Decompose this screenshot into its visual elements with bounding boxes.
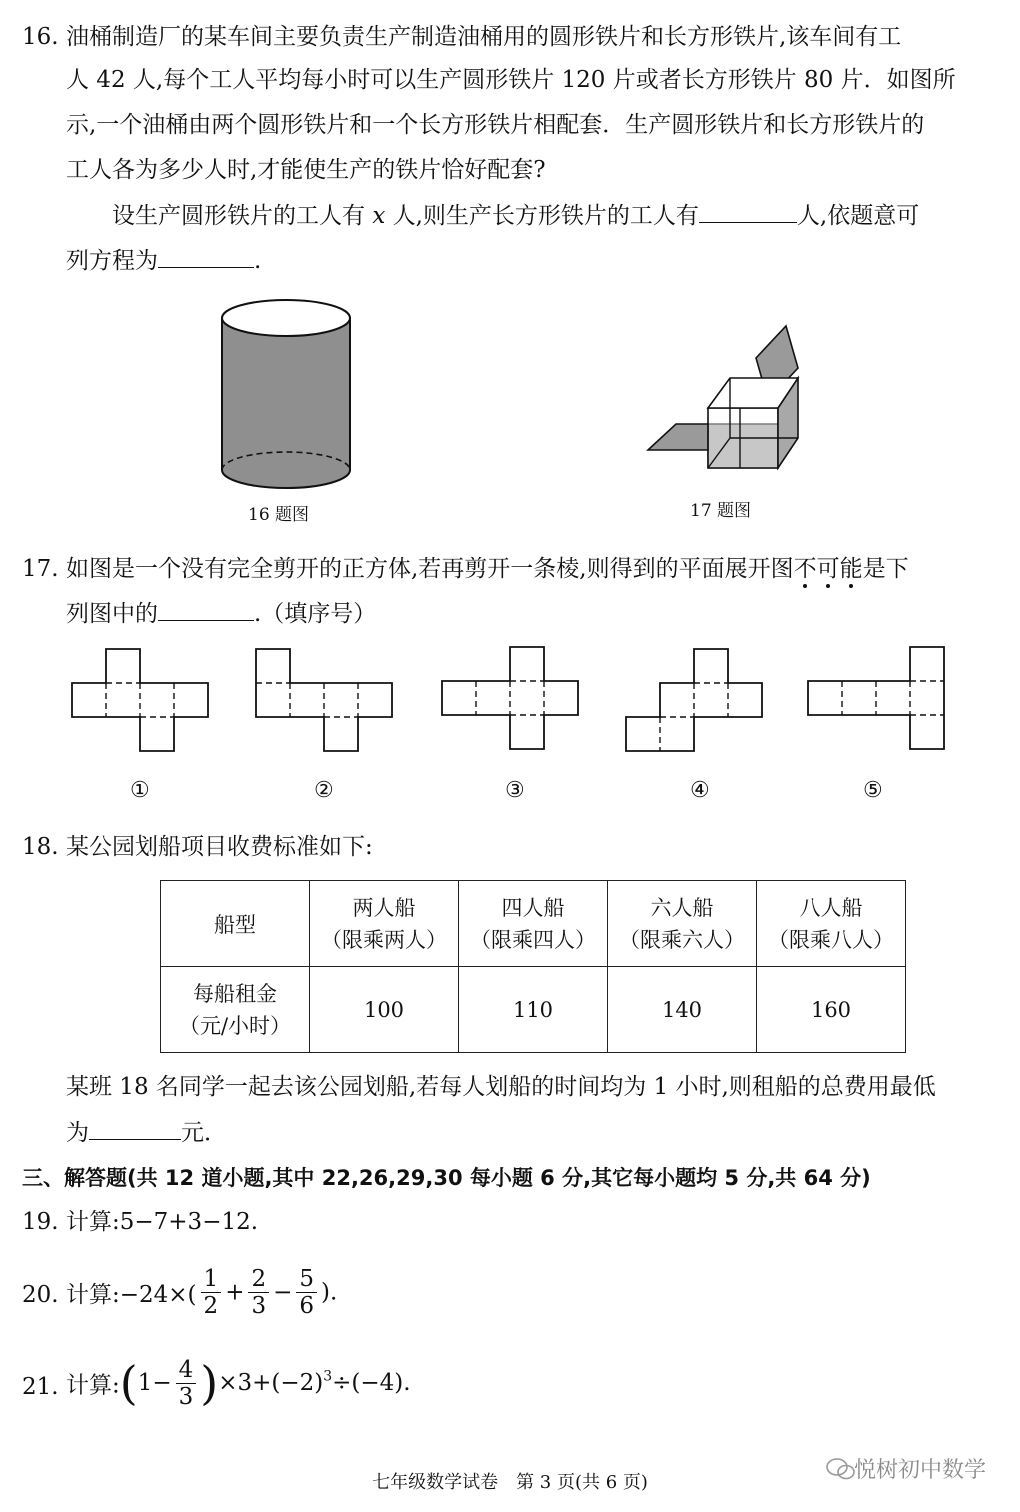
cube-net-figure <box>640 318 810 478</box>
boat-fee-table <box>160 880 906 1053</box>
q18-number: 18. <box>22 834 59 860</box>
q16-number: 16. <box>22 24 59 50</box>
q21-expression: 计算:(1− $\frac{4}{3}$ )$\times 3+(-2)^3\div(-4)$. <box>66 1356 411 1410</box>
emphasis-char: 可 <box>817 556 840 582</box>
q16-text-line-4: 工人各为多少人时,才能使生产的铁片恰好配套? <box>66 157 546 183</box>
option-label-1: ① <box>130 778 150 803</box>
q17-figure-caption: 17 题图 <box>690 501 752 521</box>
table-cell: 六人船 （限乘六人） <box>608 881 757 967</box>
net-option-5 <box>806 645 951 755</box>
table-header-row <box>161 881 906 967</box>
table-cell: 船型 <box>161 881 310 967</box>
table-row <box>161 967 906 1053</box>
q20-expression: 计算:−24×( $\frac{1}{2}$ + $\frac{2}{3}$ − $\frac{5}{6}$ ). <box>66 1266 338 1319</box>
table-cell: 八人船 （限乘八人） <box>757 881 906 967</box>
answer-blank-16a[interactable] <box>699 200 797 223</box>
q17-text-line-1: 如图是一个没有完全剪开的正方体,若再剪开一条棱,则得到的平面展开图不 可 能 是下 <box>66 554 909 584</box>
emphasis-char: 能 <box>840 556 863 582</box>
table-cell: 140 <box>608 967 757 1053</box>
fraction: $\frac{1}{2}$ <box>201 1266 222 1319</box>
q19-text: 计算:5−7+3−12. <box>66 1209 259 1235</box>
answer-blank-17[interactable] <box>158 598 254 621</box>
q18-text-line-2: 为 元． <box>66 1117 227 1148</box>
watermark-text: 悦树初中数学 <box>853 1458 986 1483</box>
net-option-1 <box>70 645 215 755</box>
table-cell: 两人船 （限乘两人） <box>310 881 459 967</box>
option-label-3: ③ <box>505 778 525 803</box>
q16-equation-line: 列方程为 . <box>66 245 261 276</box>
table-cell: 160 <box>757 967 906 1053</box>
net-option-3 <box>440 645 585 755</box>
net-option-4 <box>624 645 769 755</box>
q21-number: 21. <box>22 1374 59 1400</box>
q16-text-line-3: 示,一个油桶由两个圆形铁片和一个长方形铁片相配套．生产圆形铁片和长方形铁片的 <box>66 112 925 138</box>
q17-text-line-2: 列图中的 .（填序号） <box>66 598 376 629</box>
section-heading: 三、解答题(共 12 道小题,其中 22,26,29,30 每小题 6 分,其它每小题均 5 分,共 64 分) <box>22 1166 871 1190</box>
q16-figure-caption: 16 题图 <box>248 505 310 525</box>
net-option-2 <box>254 645 399 755</box>
q19-number: 19. <box>22 1209 59 1235</box>
q16-setup-line: 设生产圆形铁片的工人有 x 人,则生产长方形铁片的工人有 人,依题意可 <box>112 200 919 231</box>
table-cell: 100 <box>310 967 459 1053</box>
fraction: $\frac{5}{6}$ <box>296 1266 317 1319</box>
q20-number: 20. <box>22 1282 59 1308</box>
variable-x: x <box>372 203 386 229</box>
table-cell: 110 <box>459 967 608 1053</box>
page-footer: 七年级数学试卷 第 3 页(共 6 页) <box>372 1472 648 1493</box>
emphasis-char: 不 <box>794 556 817 582</box>
option-label-5: ⑤ <box>863 778 883 803</box>
wechat-icon <box>826 1456 856 1482</box>
option-label-4: ④ <box>690 778 710 803</box>
answer-blank-16b[interactable] <box>158 245 254 268</box>
q18-intro: 某公园划船项目收费标准如下: <box>66 834 373 860</box>
table-cell: 四人船 （限乘四人） <box>459 881 608 967</box>
fraction: $\frac{2}{3}$ <box>248 1266 269 1319</box>
q18-text-line-1: 某班 18 名同学一起去该公园划船,若每人划船的时间均为 1 小时,则租船的总费用最低 <box>66 1074 936 1100</box>
table-cell: 每船租金 （元/小时） <box>161 967 310 1053</box>
q16-text-line-1: 油桶制造厂的某车间主要负责生产制造油桶用的圆形铁片和长方形铁片,该车间有工 <box>66 24 902 50</box>
cylinder-figure <box>210 298 360 498</box>
fraction: $\frac{4}{3}$ <box>176 1357 197 1410</box>
option-label-2: ② <box>314 778 334 803</box>
answer-blank-18[interactable] <box>89 1117 181 1140</box>
q16-text-line-2: 人 42 人,每个工人平均每小时可以生产圆形铁片 120 片或者长方形铁片 80 片．如图所 <box>66 67 956 93</box>
q17-number: 17. <box>22 556 59 582</box>
